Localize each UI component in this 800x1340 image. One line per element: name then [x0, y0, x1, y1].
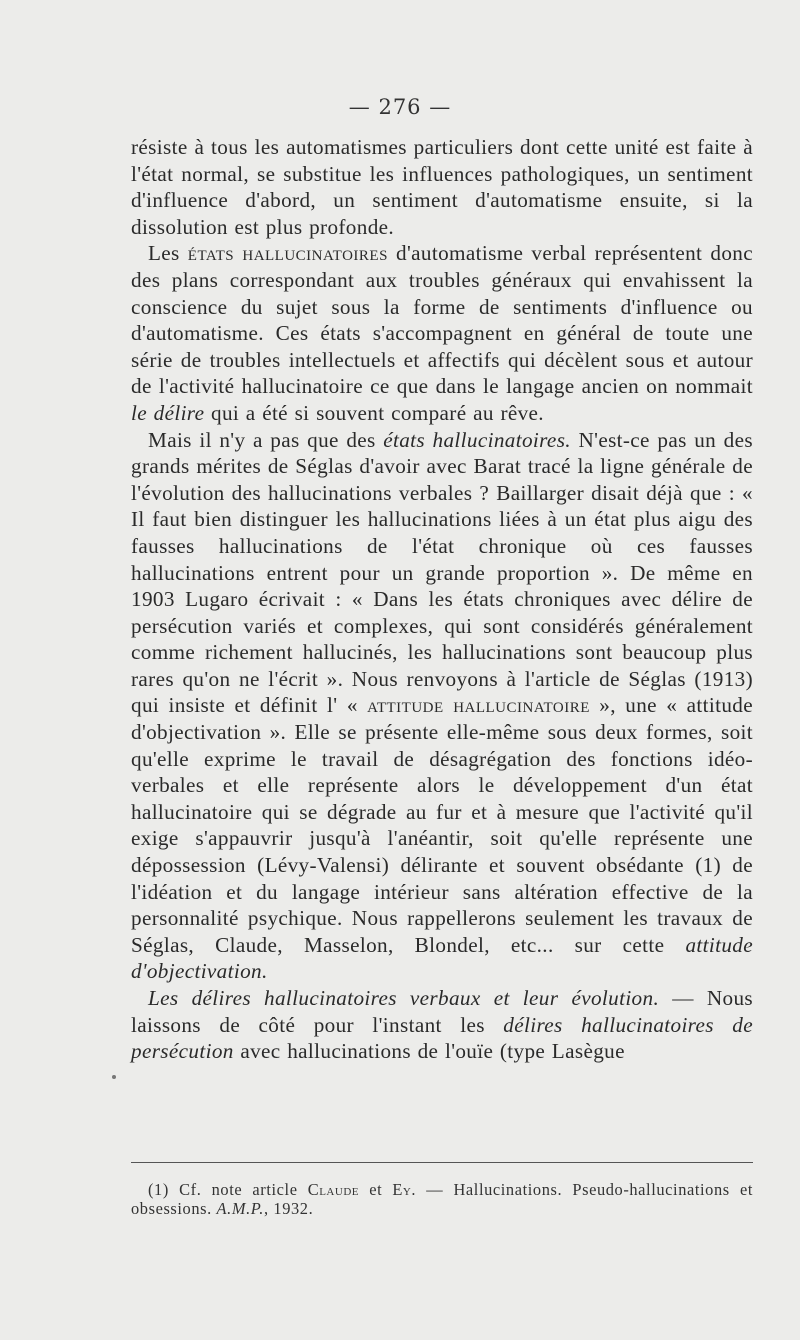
footnote-author-ey: Ey [392, 1180, 412, 1199]
paragraph-2-text-b: qui a été si souvent comparé au rêve. [204, 400, 544, 425]
paragraph-4-text-b: avec hallucinations de l'ouïe (type Lasègue [233, 1039, 625, 1064]
page-number: — 276 — [348, 95, 452, 119]
paragraph-4 [131, 985, 753, 1065]
paragraph-3-text-c: », une « attitude d'objectivation ». Elle se présente elle-même sous deux formes, soit qu'elle exprime le travail de désagrégation des fonctions idéo-verbales et elle représente alors le développement d'un état hallucinatoire qui se dégrade au fur et à mesure que l'activité qu'il exige s'appauvrir jusqu'à l'anéantir, soit qu'elle représente une dépossession (Lévy-Valensi) délirante et souvent obsédante (1) de l'idéation et du langage intérieur sans altération effective de la personnalité psychique. Nous rappellerons seulement les travaux de Séglas, Claude, Masselon, Blondel, etc... sur cette [131, 693, 753, 957]
paragraph-3-text-b: N'est-ce pas un des grands mérites de Séglas d'avoir avec Barat tracé la ligne générale de l'évolution des hallucinations verbales ? Baillarger disait déjà que : « Il faut bien distinguer les hallucinations liées à un état plus aigu des fausses hallucinations de l'état chronique où ces fausses hallucinations entrent pour un grande proportion ». De même en 1903 Lugaro écrivait : « Dans les états chroniques avec délire de persécution variés et complexes, qui sont considérés généralement comme richement hallucinés, les hallucinations sont beaucoup plus rares qu'on ne l'écrit ». Nous renvoyons à l'article de Séglas (1913) qui insiste et définit l' « [131, 427, 753, 718]
paragraph-2 [131, 240, 753, 426]
paragraph-3-italic-2: attitude d'objectivation. [131, 932, 753, 984]
paragraph-3-text-a: Mais il n'y a pas que des [148, 427, 384, 452]
footnote-text-c: . — Hallucinations. Pseudo-hallucinations et obsessions. [131, 1180, 753, 1218]
footnote-journal: A.M.P. [216, 1199, 264, 1218]
body-text [131, 134, 753, 1065]
paragraph-1: résiste à tous les automatismes particuliers dont cette unité est faite à l'état normal, se substitue les influences pathologiques, un sentiment d'influence d'abord, un sentiment d'automatisme ensuite, si la dissolution est plus profonde. [131, 135, 753, 239]
footnote-text-a: (1) Cf. note article [148, 1180, 308, 1199]
footnote-text-b: et [358, 1180, 393, 1199]
paragraph-4-italic-heading: Les délires hallucinatoires verbaux et leur évolution. [148, 986, 660, 1010]
paragraph-2-small-caps: états hallucinatoires [187, 241, 388, 266]
footnote-1 [131, 1180, 753, 1218]
footnote-author-claude: Claude [307, 1180, 359, 1199]
paragraph-2-lead: Les [148, 241, 188, 266]
footnote-divider [131, 1162, 753, 1163]
paragraph-2-italic: le délire [131, 400, 205, 425]
paragraph-2-text-a: d'automatisme verbal représentent donc des plans correspondant aux troubles généraux qui envahissent la conscience du sujet sous la forme de sentiments d'influence ou d'automatisme. Ces états s'accompagnent en général de toute une série de troubles intellectuels et affectifs qui décèlent sous et autour de l'activité hallucinatoire ce que dans le langage ancien on nommait [131, 241, 754, 399]
paragraph-3 [131, 427, 753, 985]
footnote [131, 1180, 753, 1218]
paragraph-4-text-a: — Nous laissons de côté pour l'instant les [131, 986, 753, 1037]
footnote-text-d: , 1932. [264, 1199, 314, 1218]
margin-mark [112, 1075, 116, 1079]
paragraph-3-small-caps: attitude hallucinatoire [367, 693, 590, 718]
paragraph-4-italic-2: délires hallucinatoires de persécution [131, 1012, 754, 1064]
paragraph-3-italic-1: états hallucinatoires. [383, 427, 571, 452]
